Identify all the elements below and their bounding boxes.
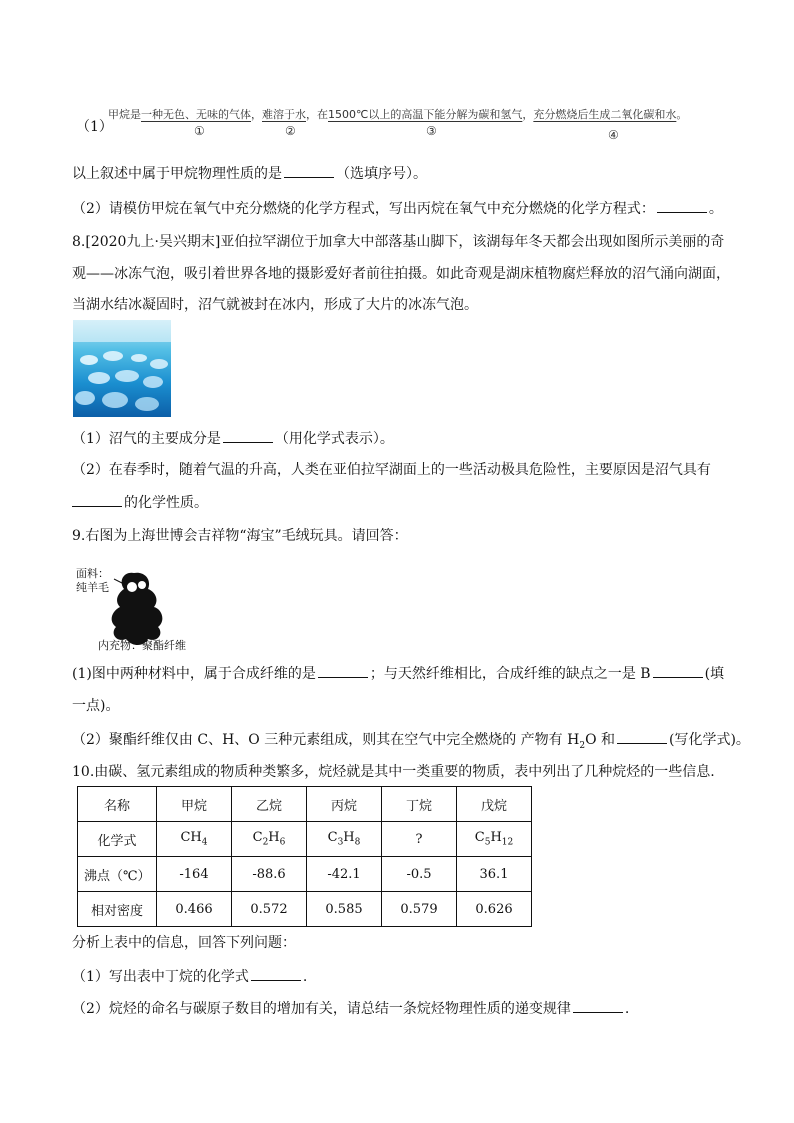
frozen-bubbles-image [73,320,171,417]
table-cell: 0.585 [307,892,382,927]
table-row-boiling-point [78,857,532,892]
q7-question-1: 以上叙述中属于甲烷物理性质的是 （选填序号）。 [72,163,427,184]
q8-question-1: （1）沼气的主要成分是 （用化学式表示）。 [72,428,394,449]
q7-phrase-2: 难溶于水 [262,108,306,121]
table-cell: 丙烷 [307,787,382,822]
alkane-table [77,786,532,927]
answer-blank[interactable] [223,428,273,443]
formula-cell: $C_2H_6$ [232,822,307,857]
table-cell: 戊烷 [457,787,532,822]
q10-question-1: （1）写出表中丁烷的化学式 . [72,966,307,987]
q9-question-1: (1)图中两种材料中，属于合成纤维的是 ；与天然纤维相比，合成纤维的缺点之一是 B (填 [72,663,724,684]
table-row-density [78,892,532,927]
q8-intro-line-3: 当湖水结冰凝固时，沼气就被封在冰内，形成了大片的冰冻气泡。 [72,297,478,313]
q10-intro: 10.由碳、氢元素组成的物质种类繁多，烷烃就是其中一类重要的物质，表中列出了几种烷烃的一些信息. [72,764,715,780]
table-cell: 0.626 [457,892,532,927]
answer-blank[interactable] [617,729,667,744]
table-cell: 乙烷 [232,787,307,822]
answer-blank[interactable] [573,998,623,1013]
formula-cell: $C_5H_{12}$ [457,822,532,857]
q7-phrase-1: 一种无色、无味的气体 [141,108,251,121]
marker-1: ① [194,124,205,138]
formula-cell: $C_3H_8$ [307,822,382,857]
marker-2: ② [285,124,296,138]
formula-cell: ? [382,822,457,857]
haibao-toy-figure [74,563,204,653]
formula-cell: $CH_4$ [157,822,232,857]
table-cell: 0.579 [382,892,457,927]
table-cell: 0.466 [157,892,232,927]
marker-3: ③ [426,124,437,138]
answer-blank[interactable] [72,492,122,507]
filling-label: 内充物：聚酯纤维 [98,639,186,652]
table-cell: 名称 [78,787,157,822]
q8-intro-line-1: 8.[2020九上·吴兴期末]亚伯拉罕湖位于加拿大中部落基山脚下，该湖每年冬天都会出现如图所示美丽的奇 [72,234,725,250]
answer-blank[interactable] [318,663,368,678]
q7-description-sentence: 甲烷是一种无色、无味的气体，难溶于水，在1500℃以上的高温下能分解为碳和氢气，充分燃烧后生成二氧化碳和水。 [108,108,688,121]
q7-phrase-4: 充分燃烧后生成二氧化碳和水 [533,108,677,121]
marker-4: ④ [608,128,619,142]
table-cell: -164 [157,857,232,892]
answer-blank[interactable] [251,966,301,981]
q9-intro: 9.右图为上海世博会吉祥物“海宝”毛绒玩具。请回答： [72,528,408,544]
q8-intro-line-2: 观——冰冻气泡，吸引着世界各地的摄影爱好者前往拍摄。如此奇观是湖床植物腐烂释放的沼气涌向湖面， [72,266,730,282]
q8-question-2: （2）在春季时，随着气温的升高，人类在亚伯拉罕湖面上的一些活动极具危险性，主要原因是沼气具有 [72,462,711,478]
answer-blank[interactable] [653,663,703,678]
table-cell: 化学式 [78,822,157,857]
fabric-value: 纯羊毛 [76,581,109,594]
table-cell: -0.5 [382,857,457,892]
q7-question-2: （2）请模仿甲烷在氧气中充分燃烧的化学方程式，写出丙烷在氧气中充分燃烧的化学方程式： 。 [72,198,723,219]
q9-question-2: （2）聚酯纤维仅由 C、H、O 三种元素组成，则其在空气中完全燃烧的 产物有 $H_2O$ 和 (写化学式)。 [72,729,750,756]
q7-phrase-3: 1500℃以上的高温下能分解为碳和氢气 [328,108,523,121]
q10-question-2: （2）烷烃的命名与碳原子数目的增加有关，请总结一条烷烃物理性质的递变规律 . [72,998,629,1019]
table-cell: 沸点（℃） [78,857,157,892]
answer-blank[interactable] [284,163,334,178]
table-cell: 36.1 [457,857,532,892]
table-row-formula [78,822,532,857]
q8-question-2-cont: 的化学性质。 [72,492,208,513]
table-cell: -42.1 [307,857,382,892]
q10-analysis: 分析上表中的信息，回答下列问题： [72,935,296,951]
table-cell: 0.572 [232,892,307,927]
table-header-row [78,787,532,822]
table-cell: 丁烷 [382,787,457,822]
q9-question-1-cont: 一点)。 [72,698,120,714]
fabric-label: 面料： [76,567,109,580]
table-cell: -88.6 [232,857,307,892]
q7-item1-label: （1） [76,119,113,135]
table-cell: 甲烷 [157,787,232,822]
answer-blank[interactable] [657,198,707,213]
table-cell: 相对密度 [78,892,157,927]
